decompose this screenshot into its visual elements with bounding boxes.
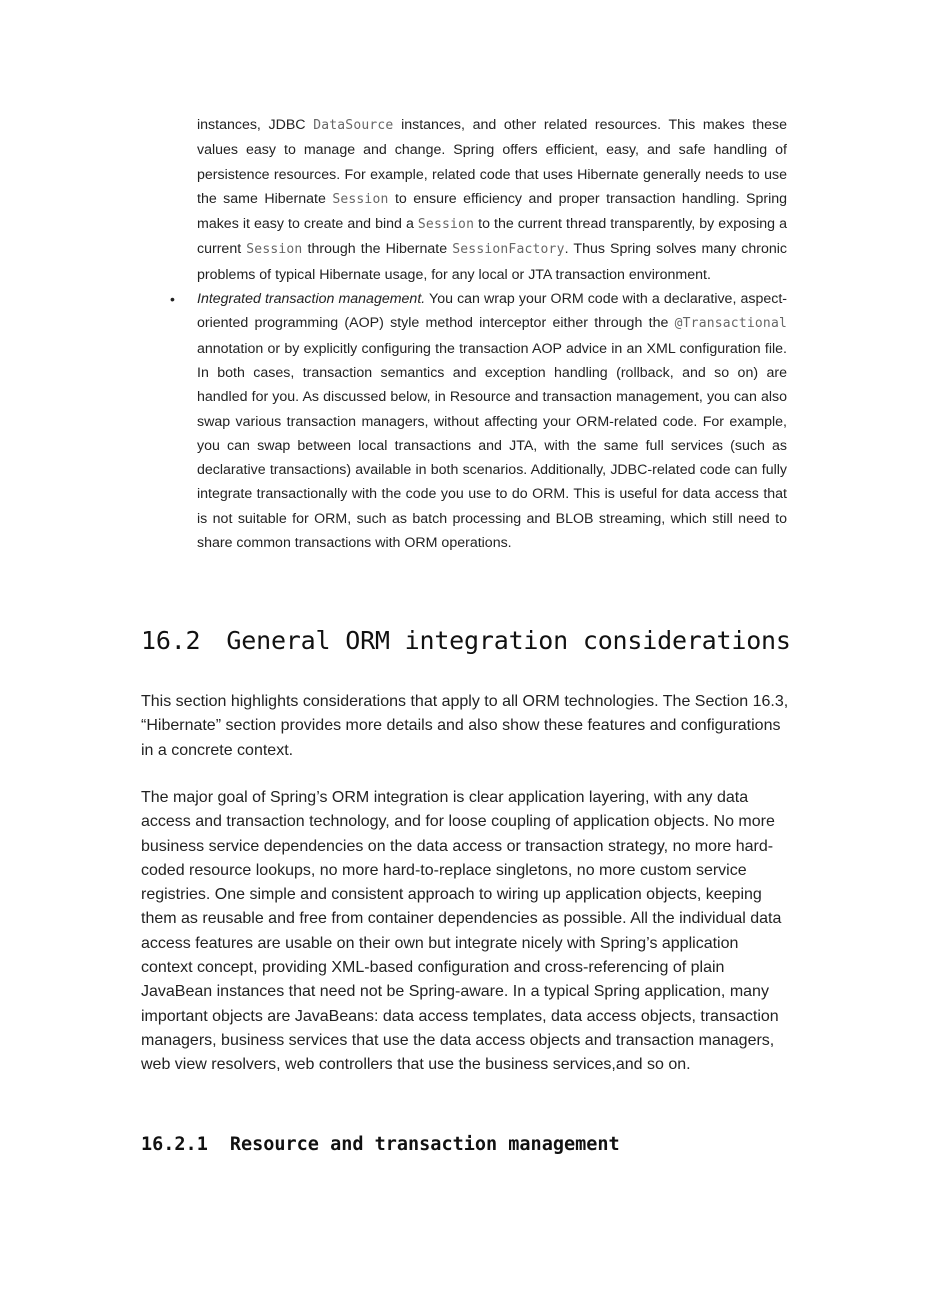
- subsection-number: 16.2.1: [141, 1134, 208, 1155]
- section-title: General ORM integration considerations: [226, 626, 791, 655]
- text-run: You can wrap your ORM code with a declarative, aspect-oriented programming (AOP) style method interceptor either through the: [197, 291, 787, 332]
- text-run: instances, JDBC: [197, 117, 314, 133]
- code-session: Session: [332, 191, 389, 207]
- section-heading: [141, 626, 791, 655]
- paragraph-intro: This section highlights considerations that apply to all ORM technologies. The Section 16.3, “Hibernate” section provides more details and also show these features and configurations in a concrete context.: [141, 693, 789, 759]
- bullet-title: Integrated transaction management.: [197, 291, 426, 308]
- text-run: through the Hibernate: [302, 241, 453, 258]
- code-sessionfactory: SessionFactory: [452, 242, 565, 258]
- text-run: instances, and other related resources. This makes these values easy to manage and change. Spring offers efficient, easy, and safe handling of persistence resources. For example, related code that uses Hibernate generally needs to use the same Hibernate: [197, 117, 788, 207]
- code-datasource: DataSource: [313, 118, 394, 133]
- bullet-icon: •: [170, 291, 175, 308]
- subsection-heading: [141, 1134, 620, 1155]
- bullet-list: [170, 113, 788, 555]
- subsection-title: Resource and transaction management: [229, 1134, 620, 1155]
- bullet-item-transaction-management: [170, 287, 787, 555]
- code-session: Session: [246, 242, 303, 258]
- text-run: annotation or by explicitly configuring the transaction AOP advice in an XML configuration file. In both cases, transaction semantics and exception handling (rollback, and so on) are handled for you. As discussed below, in Resource and transaction management, you can also swap various transaction managers, without affecting your ORM-related code. For example, you can swap between local transactions and JTA, with the same full services (such as declarative transactions) available in both scenarios. Additionally, JDBC-related code can fully integrate transactionally with the code you use to do ORM. This is useful for data access that is not suitable for ORM, such as batch processing and BLOB streaming, which still need to share common transactions with ORM operations.: [197, 340, 787, 552]
- bullet-item-continued: [197, 113, 787, 287]
- code-session: Session: [417, 217, 475, 233]
- paragraph-major-goal: The major goal of Spring’s ORM integration is clear application layering, with any data access and transaction technology, and for loose coupling of application objects. No more business service dependencies on the data access or transaction strategy, no more hard-coded resource lookups, no more hard-to-replace singletons, no more custom service registries. One simple and consistent approach to wiring up application objects, keeping them as reusable and free from container dependencies as possible. All the individual data access features are usable on their own but integrate nicely with Spring’s application context concept, providing XML-based configuration and cross-referencing of plain JavaBean instances that need not be Spring-aware. In a typical Spring application, many important objects are JavaBeans: data access templates, data access objects, transaction managers, business services that use the data access objects and transaction managers, web view resolvers, web controllers that use the business services,and so on.: [141, 789, 782, 1074]
- text-run: to ensure efficiency and proper transaction handling. Spring makes it easy to create and bind a: [197, 190, 787, 233]
- text-run: to the current thread transparently, by exposing a current: [197, 216, 788, 258]
- text-run: . Thus Spring solves many chronic problems of typical Hibernate usage, for any local or JTA transaction environment.: [197, 241, 788, 283]
- code-transactional: @Transactional: [674, 316, 787, 332]
- section-number: 16.2: [141, 626, 201, 655]
